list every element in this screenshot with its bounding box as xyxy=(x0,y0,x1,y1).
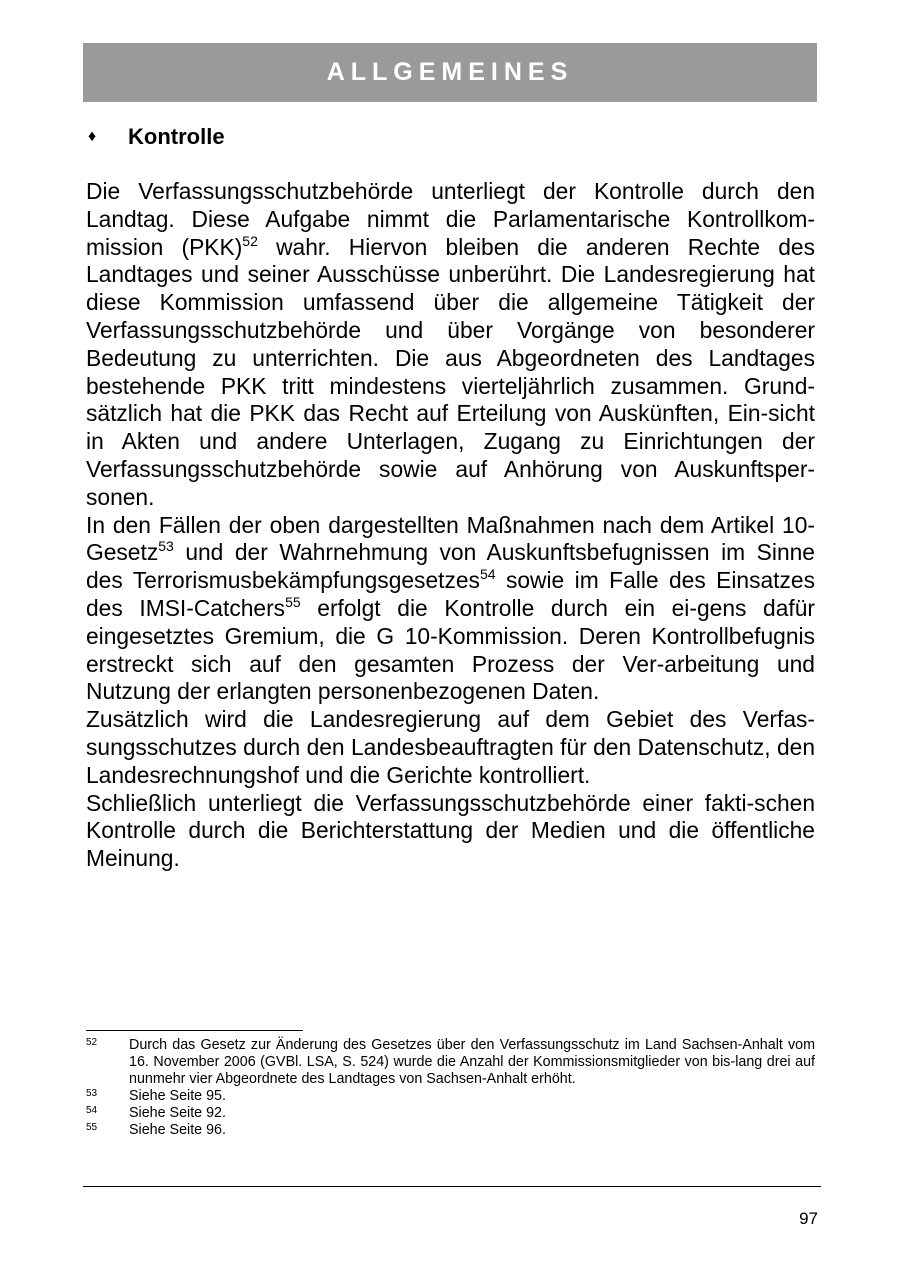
section-header-title: ALLGEMEINES xyxy=(326,58,574,86)
body-text xyxy=(86,178,815,873)
footnote-text: Siehe Seite 92. xyxy=(129,1105,226,1121)
footnote-number: 53 xyxy=(86,1088,98,1099)
diamond-bullet-icon: ♦ xyxy=(88,128,97,145)
paragraph-2-text-c: sowie im Falle des Einsatzes des IMSI-Catchers xyxy=(86,567,815,621)
paragraph-4: Schließlich unterliegt die Verfassungsschutzbehörde einer fakti-schen Kontrolle durch die Berichterstattung der Medien und die öffentliche Meinung. xyxy=(86,789,815,872)
footnote xyxy=(86,1105,815,1122)
footnotes xyxy=(86,1037,815,1139)
footnote xyxy=(86,1088,815,1105)
paragraph-1 xyxy=(86,178,815,512)
paragraph-2-text-b: und der Wahrnehmung von Auskunftsbefugnissen im Sinne des Terrorismusbekämpfungsgesetzes xyxy=(86,539,815,594)
footnote-ref-53: 53 xyxy=(158,538,174,555)
footnote xyxy=(86,1037,815,1088)
paragraph-2-text-a: In den Fällen der oben dargestellten Maßnahmen nach dem Artikel 10-Gesetz xyxy=(86,511,815,566)
footnote-text: Durch das Gesetz zur Änderung des Gesetzes über den Verfassungsschutz im Land Sachsen-Anhalt vom 16. November 2006 (GVBl. LSA, S. 524) wurde die Anzahl der Kommissionsmitglieder von bis-lang drei auf nunmehr vier Abgeordnete des Landtages von Sachsen-Anhalt erhöht. xyxy=(129,1037,815,1087)
subsection-title: Kontrolle xyxy=(128,124,225,149)
footnote-ref-52: 52 xyxy=(242,232,258,249)
paragraph-3: Zusätzlich wird die Landesregierung auf dem Gebiet des Verfas-sungsschutzes durch den Landesbeauftragten für den Datenschutz, den Landesrechnungshof und die Gerichte kontrolliert. xyxy=(86,706,815,788)
footnote-number: 55 xyxy=(86,1122,98,1133)
footnote-number: 54 xyxy=(86,1105,98,1116)
subsection-heading xyxy=(88,124,225,150)
footer-divider xyxy=(83,1186,821,1187)
footnote-divider xyxy=(86,1030,303,1031)
page-number: 97 xyxy=(799,1209,818,1228)
footnote-ref-55: 55 xyxy=(285,593,301,610)
paragraph-2-text-d: erfolgt die Kontrolle durch ein ei-gens dafür eingesetztes Gremium, die G 10-Kommission. Deren Kontrollbefugnis erstreckt sich auf den gesamten Prozess der Ver-arbeitung und Nutzung der erlangten personenbezogenen Daten. xyxy=(86,594,815,705)
section-header-bar xyxy=(83,43,817,102)
footnote-number: 52 xyxy=(86,1037,98,1048)
paragraph-2 xyxy=(86,512,815,707)
footnote xyxy=(86,1122,815,1139)
footnote-text: Siehe Seite 95. xyxy=(129,1088,226,1104)
footnote-ref-54: 54 xyxy=(479,566,496,583)
footnote-text: Siehe Seite 96. xyxy=(129,1122,226,1138)
paragraph-1-text-b: wahr. Hiervon bleiben die anderen Rechte des Landtages und seiner Ausschüsse unberührt. Die Landesregierung hat diese Kommission umfassend über die allgemeine Tätigkeit der Verfassungsschutzbehörde und über Vorgänge von besonderer Bedeutung zu unterrichten. Die aus Abgeordneten des Landtages bestehende PKK tritt mindestens vierteljährlich zusammen. Grund-sätzlich hat die PKK das Recht auf Erteilung von Auskünften, Ein-sicht in Akten und andere Unterlagen, Zugang zu Einrichtungen der Verfassungsschutzbehörde sowie auf Anhörung von Auskunftsper-sonen. xyxy=(86,233,815,510)
paragraph-1-text-a: Die Verfassungsschutzbehörde unterliegt der Kontrolle durch den Landtag. Diese Aufgabe nimmt die Parlamentarische Kontrollkom-mission (PKK) xyxy=(86,178,815,260)
